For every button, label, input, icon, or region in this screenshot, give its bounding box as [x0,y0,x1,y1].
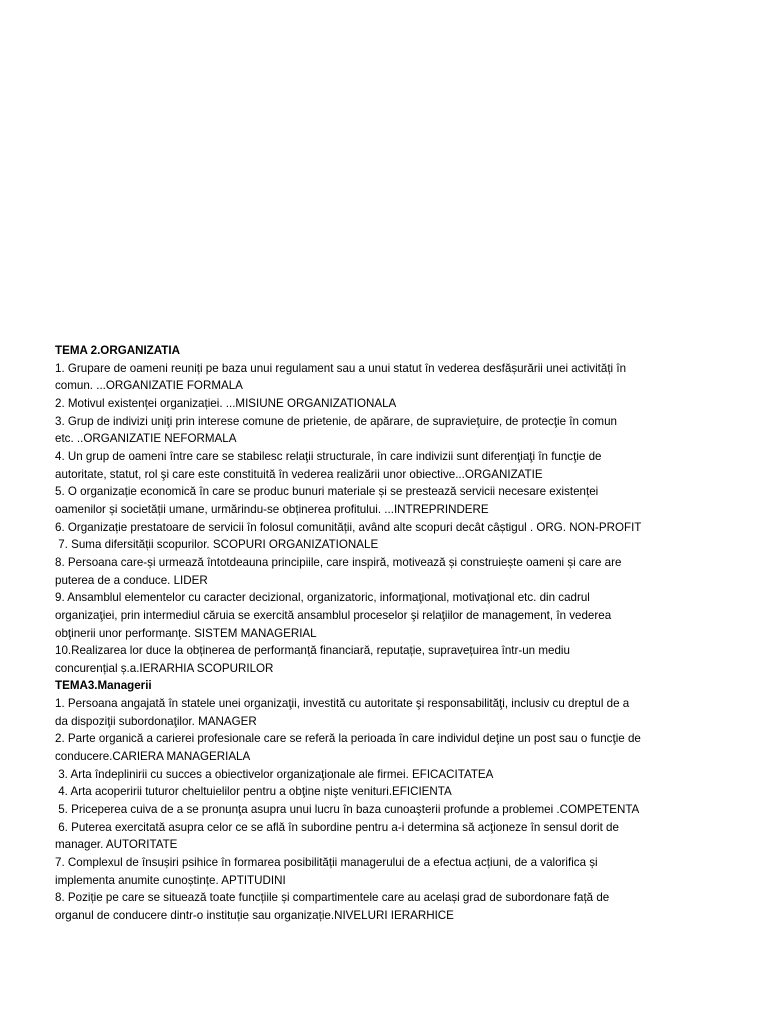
text-line: 6. Puterea exercitată asupra celor ce se află în subordine pentru a-i determina să acţioneze în sensul dorit de [55,820,619,834]
text-line: 4. Arta acoperirii tuturor cheltuielilor pentru a obţine nişte venituri.EFICIENTA [55,785,452,799]
text-line: organul de conducere dintr-o instituție sau organizație.NIVELURI IERARHICE [55,909,454,922]
text-line: manager. AUTORITATE [55,838,178,852]
text-line: 5. O organizație economică în care se produc bunuri materiale și se prestează servicii necesare existenței [55,485,599,499]
text-line: concurențial ș.a.IERARHIA SCOPURILOR [55,661,274,675]
text-line: 10.Realizarea lor duce la obținerea de performanță financiară, reputație, supravețuirea într-un mediu [55,644,570,658]
text-line: 3. Arta îndeplinirii cu succes a obiectivelor organizaţionale ale firmei. EFICACITATEA [55,767,494,781]
text-line: 2. Motivul existenței organizației. ...MISIUNE ORGANIZATIONALA [55,396,397,410]
text-line: 4. Un grup de oameni între care se stabilesc relaţii structurale, în care indivizii sunt diferenţiaţi în funcţie de [55,449,602,463]
text-line: implementa anumite cunoștințe. APTITUDINI [55,873,286,887]
text-line: obţinerii unor performanţe. SISTEM MANAGERIAL [55,626,317,640]
text-line: oamenilor și societății umane, urmărindu-se obținerea profitului. ...INTREPRINDERE [55,502,489,516]
text-line: etc. ..ORGANIZATIE NEFORMALA [55,432,237,446]
text-line: 1. Grupare de oameni reuniți pe baza unui regulament sau a unui statut în vederea desfășurării unei activități în [55,361,627,375]
text-line: 7. Suma difersității scopurilor. SCOPURI ORGANIZATIONALE [55,538,379,552]
text-line: 2. Parte organică a carierei profesionale care se referă la perioada în care individul deţine un post sau o funcţie de [55,732,641,746]
text-line: comun. ...ORGANIZATIE FORMALA [55,379,243,393]
text-line: organizaţiei, prin intermediul căruia se exercită ansamblul proceselor şi relaţiilor de management, în vederea [55,608,612,622]
text-line: 8. Poziție pe care se situează toate funcțiile și compartimentele care au același grad de subordonare față de [55,891,610,905]
text-line: 8. Persoana care-și urmează întotdeauna principiile, care inspiră, motivează și construiește oameni și care are [55,555,622,569]
text-line: da dispoziţii subordonaţilor. MANAGER [55,714,257,728]
section-heading: TEMA3.Managerii [55,679,152,693]
text-line: 9. Ansamblul elementelor cu caracter decizional, organizatoric, informaţional, motivaţional etc. din cadrul [55,591,590,605]
text-line: 7. Complexul de însușiri psihice în formarea posibilității managerului de a efectua acțiuni, de a valorifica și [55,856,598,870]
text-line: 3. Grup de indivizi uniţi prin interese comune de prietenie, de apărare, de supravieţuire, de protecţie în comun [55,414,617,428]
text-line: puterea de a conduce. LIDER [55,573,208,587]
section-heading: TEMA 2.ORGANIZATIA [55,344,180,357]
document-body [55,342,715,925]
text-line: 5. Priceperea cuiva de a se pronunţa asupra unui lucru în baza cunoaşterii profunde a problemei .COMPETENTA [55,803,640,817]
text-line: 6. Organizație prestatoare de servicii în folosul comunității, având alte scopuri decât câștigul . ORG. NON-PROFIT [55,520,642,534]
text-line: 1. Persoana angajată în statele unei organizaţii, investită cu autoritate şi responsabilităţi, inclusiv cu dreptul de a [55,697,630,711]
text-line: conducere.CARIERA MANAGERIALA [55,750,251,764]
text-line: autoritate, statut, rol şi care este constituită în vederea realizării unor obiective...ORGANIZATIE [55,467,543,481]
